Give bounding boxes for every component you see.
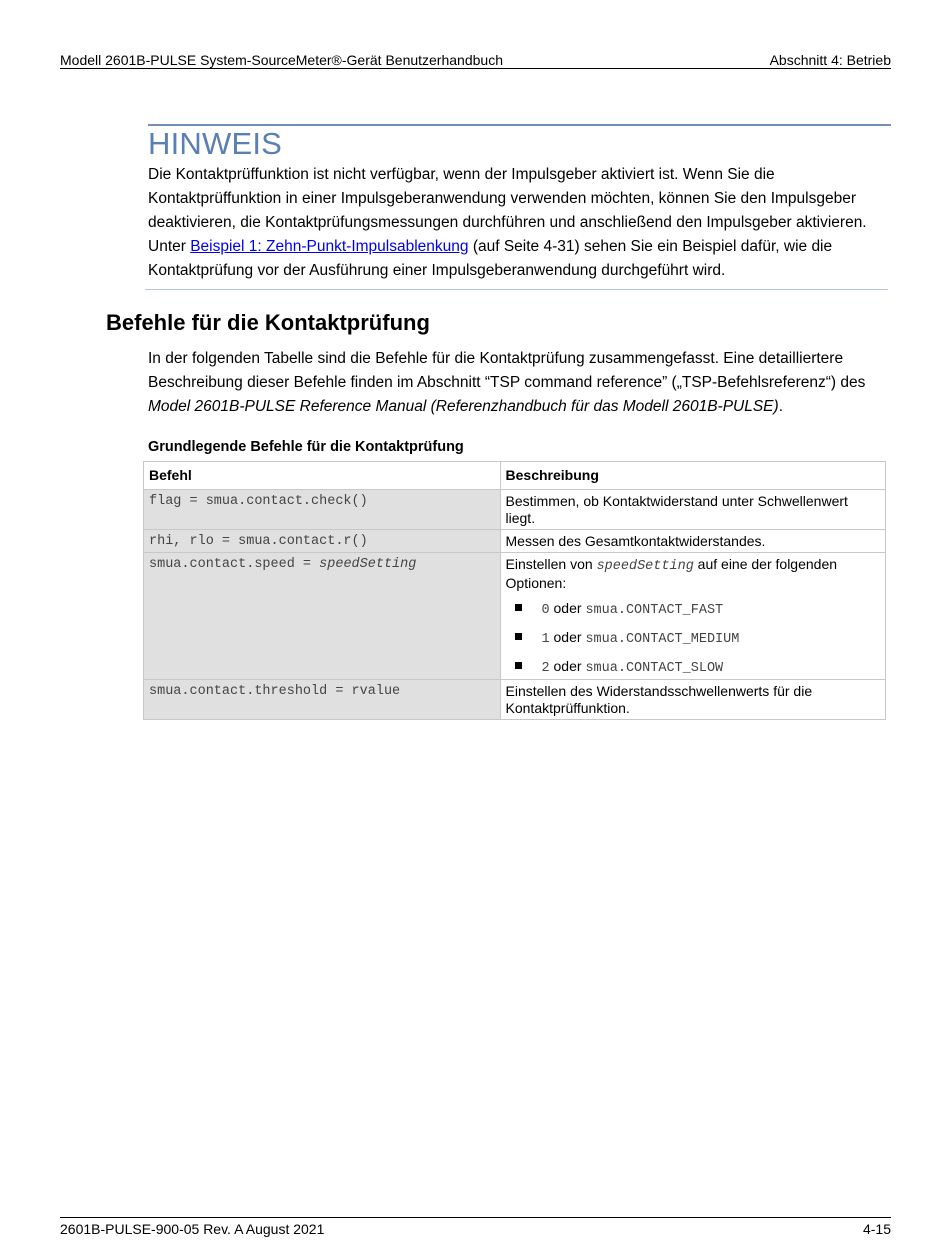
list-item xyxy=(506,600,880,619)
intro-text: In der folgenden Tabelle sind die Befehle für die Kontaktprüfung zusammengefasst. Eine detailliertere Beschreibung dieser Befehle finden im Abschnitt “TSP command reference” („TSP-Befehlsreferenz“) des xyxy=(148,350,866,391)
description-cell: Einstellen des Widerstandsschwellenwerts für die Kontaktprüffunktion. xyxy=(500,680,885,720)
bullet-icon xyxy=(515,633,522,640)
bullet-icon xyxy=(515,662,522,669)
command-cell xyxy=(144,553,501,680)
header-document-title: Modell 2601B-PULSE System-SourceMeter®-Gerät Benutzerhandbuch xyxy=(60,52,503,68)
speed-description xyxy=(506,556,880,592)
intro-end: . xyxy=(778,398,783,415)
option-separator: oder xyxy=(549,658,586,674)
description-cell xyxy=(500,553,885,680)
option-constant: smua.CONTACT_SLOW xyxy=(585,661,724,676)
command-prefix: smua.contact.speed = xyxy=(149,557,320,572)
note-example-link[interactable]: Beispiel 1: Zehn-Punkt-Impulsablenkung xyxy=(190,238,469,255)
note-title: HINWEIS xyxy=(148,126,283,161)
section-heading: Befehle für die Kontaktprüfung xyxy=(106,310,430,335)
note-text-after-link: (auf Seite 4-31) sehen Sie ein Beispiel dafür, wie die Kontaktprüfung vor der Ausführung einer Impulsgeberanwendung durchgeführt wird. xyxy=(148,238,833,279)
note-text xyxy=(148,163,888,283)
option-constant: smua.CONTACT_MEDIUM xyxy=(585,632,740,647)
description-cell: Bestimmen, ob Kontaktwiderstand unter Schwellenwert liegt. xyxy=(500,490,885,530)
page-footer xyxy=(60,1217,891,1237)
option-separator: oder xyxy=(549,600,586,616)
list-item xyxy=(506,629,880,648)
option-value: 0 xyxy=(541,603,550,618)
section-intro xyxy=(148,347,893,419)
footer-page-number: 4-15 xyxy=(862,1221,891,1237)
table-row xyxy=(144,680,886,720)
description-suffix: auf eine der folgenden Optionen: xyxy=(505,556,838,591)
table-row xyxy=(144,490,886,530)
note-bottom-rule xyxy=(145,289,888,290)
description-prefix: Einstellen von xyxy=(505,556,597,572)
table-row xyxy=(144,553,886,680)
command-cell: smua.contact.threshold = rvalue xyxy=(144,680,501,720)
page-header xyxy=(60,52,891,69)
table-header-row xyxy=(144,462,886,490)
commands-table xyxy=(143,461,886,720)
option-value: 1 xyxy=(541,632,550,647)
column-header-command: Befehl xyxy=(144,462,501,490)
table-caption: Grundlegende Befehle für die Kontaktprüfung xyxy=(148,439,464,455)
command-parameter: speedSetting xyxy=(319,557,417,572)
list-item xyxy=(506,658,880,677)
option-value: 2 xyxy=(541,661,550,676)
intro-manual-title: Model 2601B-PULSE Reference Manual (Referenzhandbuch für das Modell 2601B-PULSE) xyxy=(148,398,779,415)
bullet-icon xyxy=(515,604,522,611)
speed-options-list xyxy=(506,600,880,677)
column-header-description: Beschreibung xyxy=(500,462,885,490)
command-cell: flag = smua.contact.check() xyxy=(144,490,501,530)
header-section-title: Abschnitt 4: Betrieb xyxy=(769,52,891,68)
description-cell: Messen des Gesamtkontaktwiderstandes. xyxy=(500,530,885,553)
footer-document-number: 2601B-PULSE-900-05 Rev. A August 2021 xyxy=(60,1221,325,1237)
command-cell: rhi, rlo = smua.contact.r() xyxy=(144,530,501,553)
description-parameter: speedSetting xyxy=(596,559,694,574)
note-text-before-link: Die Kontaktprüffunktion ist nicht verfügbar, wenn der Impulsgeber aktiviert ist. Wenn Sie die Kontaktprüffunktion in einer Impulsgeberanwendung verwenden möchten, können Sie den Impulsgeber deaktivieren, die Kontaktprüfungsmessungen durchführen und anschließend den Impulsgeber aktivieren. Unter xyxy=(148,166,867,255)
option-constant: smua.CONTACT_FAST xyxy=(585,603,724,618)
option-separator: oder xyxy=(549,629,586,645)
table-row xyxy=(144,530,886,553)
note-box xyxy=(148,124,891,283)
